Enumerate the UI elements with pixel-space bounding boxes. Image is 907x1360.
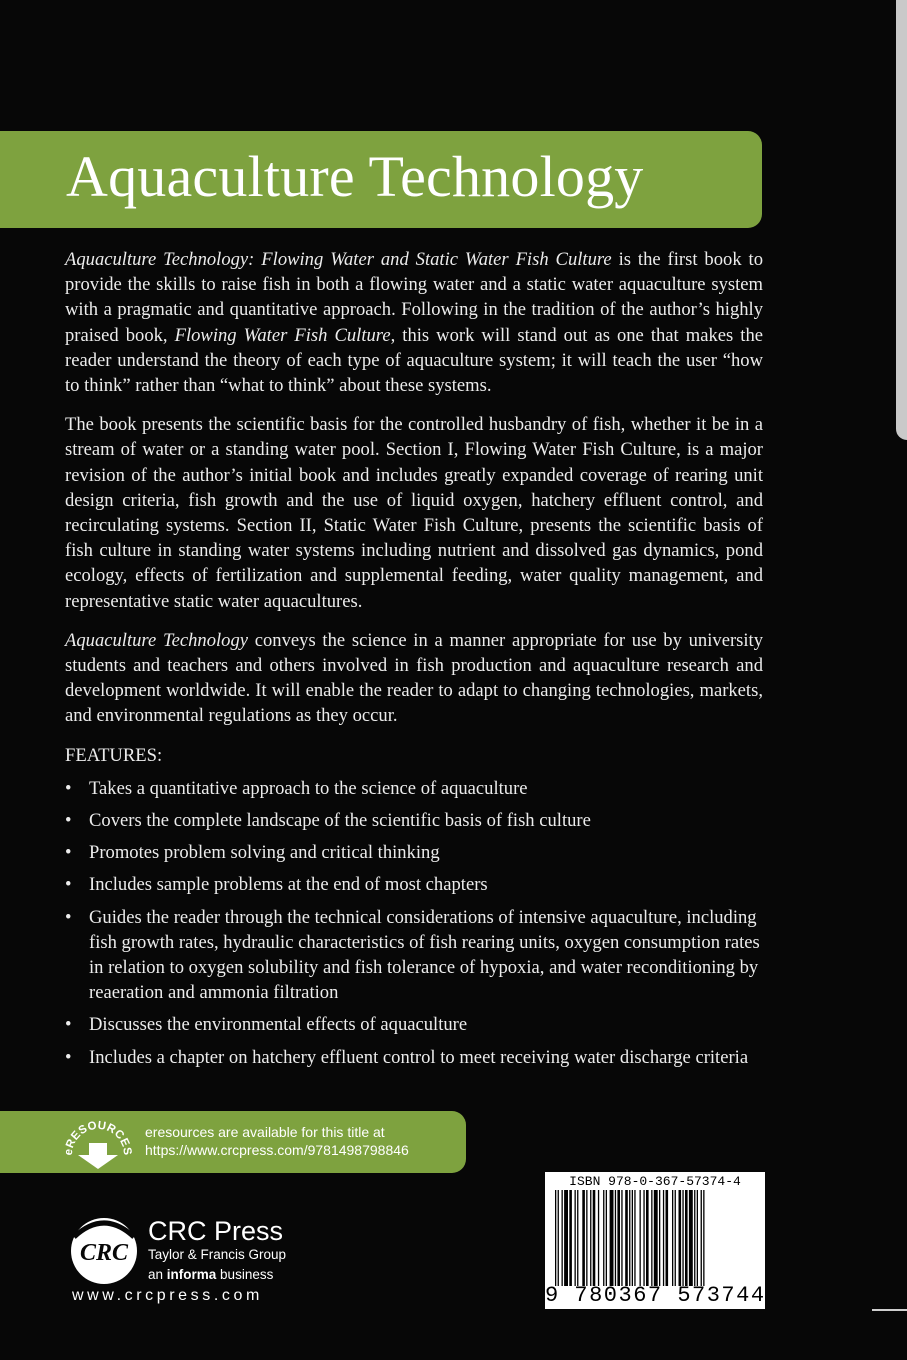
intro-text-b: , this work will stand out as one that makes the reader understand the theory of each type of aquaculture system; it will teach the user “how to think” rather than “what to think” about these systems. [65,324,763,397]
feature-item [65,808,763,833]
intro-book-ref: Flowing Water Fish Culture [174,324,391,346]
bullet-icon: • [65,842,72,864]
feature-item [65,905,763,1006]
feature-text: Takes a quantitative approach to the science of aquaculture [89,777,528,799]
feature-item [65,840,763,865]
barcode-icon [555,1190,759,1286]
publisher-name: CRC Press [148,1216,284,1246]
eresources-band [0,1111,466,1173]
isbn-label: ISBN 978-0-367-57374-4 [569,1174,741,1189]
title-band [0,131,762,228]
spine-edge [896,0,907,440]
section-paragraph: The book presents the scientific basis for the controlled husbandry of fish, whether it be in a stream of water or a standing water pool. Section I, Flowing Water Fish Culture, is a major revision of the author’s initial book and includes greatly expanded coverage of rearing unit design criteria, fish growth and the use of liquid oxygen, hatchery effluent control, and recirculating systems. Section II, Static Water Fish Culture, presents the scientific basis of fish culture in standing water systems including nutrient and dissolved gas dynamics, pond ecology, effects of fertilization and supplemental feeding, water quality management, and representative static water aquacultures. [65,414,763,612]
feature-item [65,1045,763,1070]
bullet-icon: • [65,1046,72,1068]
publisher-tagline [148,1267,273,1282]
intro-paragraph [65,247,763,398]
eresources-text [145,1123,409,1159]
description [65,247,763,1077]
feature-text: Discusses the environmental effects of aquaculture [89,1014,468,1036]
crc-press-logo [68,1215,140,1285]
audience-text: conveys the science in a manner appropriate for use by university students and teachers and others involved in fish production and aquaculture research and development worldwide. It will enable the reader to adapt to changing technologies, markets, and environmental regulations as they occur. [65,629,764,727]
features-heading: FEATURES: [65,744,163,766]
trim-mark [872,1309,907,1311]
audience-title-ref: Aquaculture Technology [65,629,249,651]
eresources-icon-label: eRESOURCES [62,1119,134,1157]
tagline-prefix: an [148,1267,167,1282]
tagline-suffix: business [216,1267,274,1282]
bullet-icon: • [65,810,72,832]
feature-item [65,872,763,897]
eresources-link[interactable]: https://www.crcpress.com/9781498798846 [145,1142,409,1158]
features-list [65,776,763,1070]
feature-item [65,776,763,801]
publisher-url[interactable]: www.crcpress.com [72,1287,263,1304]
feature-text: Includes sample problems at the end of most chapters [89,874,488,896]
intro-text-a: is the first book to provide the skills to raise fish in both a flowing water and a static water aquaculture system with a pragmatic and quantitative approach. Following in the tradition of the author’s highly praised book, [65,249,764,346]
feature-item [65,1012,763,1037]
eresources-download-icon [60,1115,136,1171]
bullet-icon: • [65,777,72,799]
crc-logo-text: CRC [79,1240,129,1266]
page-title: Aquaculture Technology [66,144,644,209]
intro-title-ref: Aquaculture Technology: Flowing Water and Static Water Fish Culture [65,249,612,270]
isbn-number: 9 780367 573744 [545,1283,766,1308]
feature-text: Covers the complete landscape of the scientific basis of fish culture [89,810,591,832]
bullet-icon: • [65,874,72,896]
eresources-line1: eresources are available for this title at [145,1124,385,1140]
tagline-brand: informa [166,1267,217,1282]
feature-text: Guides the reader through the technical considerations of intensive aquaculture, including fish growth rates, hydraulic characteristics of fish rearing units, oxygen consumption rates in relation to oxygen solubility and fish tolerance of hypoxia, and water reconditioning by reaeration and ammonia filtration [89,906,760,1004]
feature-text: Promotes problem solving and critical thinking [89,842,440,864]
publisher-group: Taylor & Francis Group [148,1247,287,1262]
feature-text: Includes a chapter on hatchery effluent control to meet receiving water discharge criteria [89,1046,749,1068]
isbn-barcode-box [545,1172,765,1309]
bullet-icon: • [65,906,72,928]
bullet-icon: • [65,1014,72,1036]
audience-paragraph [65,628,763,729]
